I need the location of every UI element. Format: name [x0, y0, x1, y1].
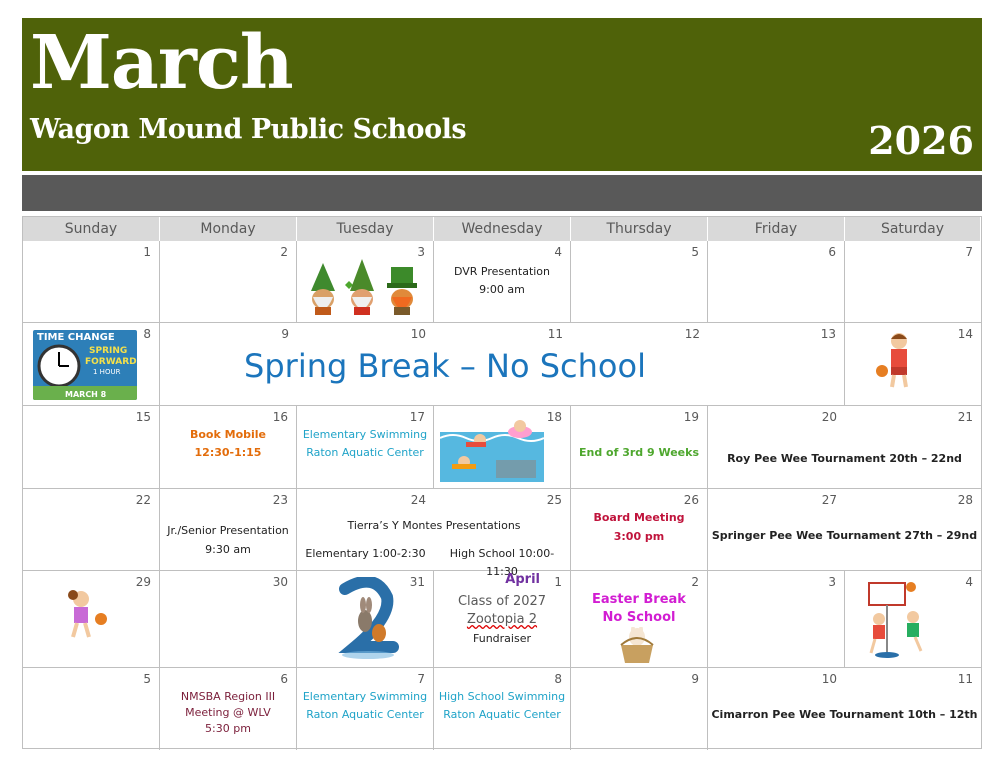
event-nmsba-line1: NMSBA Region III [180, 690, 276, 703]
day-cell[interactable] [23, 571, 160, 668]
day-number: 18 [546, 410, 562, 424]
event-no-school: No School [602, 610, 676, 625]
day-number: 2 [280, 245, 288, 259]
day-number: 6 [828, 245, 836, 259]
day-cell[interactable] [434, 406, 571, 489]
day-cell[interactable] [160, 571, 297, 668]
day-number: 7 [417, 672, 425, 686]
day-number: 27 [821, 493, 837, 507]
day-number: 10 [410, 327, 426, 341]
zootopia-2-icon [335, 577, 401, 663]
day-cell[interactable] [845, 406, 981, 489]
day-cell[interactable] [297, 668, 434, 750]
day-number: 11 [957, 672, 973, 686]
spring-label: SPRING [89, 346, 128, 356]
day-number: 12 [684, 327, 700, 341]
year-title: 2026 [868, 118, 974, 163]
swimmers-icon [440, 418, 544, 482]
day-cell[interactable] [297, 241, 434, 323]
event-elem-swimming: Elementary Swimming [302, 428, 428, 441]
event-hs-swimming: High School Swimming [438, 690, 566, 703]
day-cell[interactable] [23, 406, 160, 489]
month-title: March [30, 20, 293, 106]
day-cell[interactable] [434, 668, 571, 750]
event-zootopia: Zootopia 2 [466, 612, 538, 627]
day-number: 29 [135, 575, 151, 589]
time-change-graphic [33, 330, 137, 400]
day-number: 1 [143, 245, 151, 259]
event-nmsba-line3: 5:30 pm [205, 722, 251, 735]
day-cell[interactable] [160, 406, 297, 489]
day-number: 20 [821, 410, 837, 424]
day-number: 22 [135, 493, 151, 507]
dayhead-monday: Monday [160, 217, 297, 241]
dayhead-sunday: Sunday [23, 217, 160, 241]
day-number: 5 [143, 672, 151, 686]
day-cell[interactable] [160, 241, 297, 323]
day-cell[interactable] [708, 323, 845, 406]
day-number: 23 [272, 493, 288, 507]
day-cell[interactable] [297, 406, 434, 489]
day-cell[interactable] [297, 571, 434, 668]
school-name: Wagon Mound Public Schools [30, 114, 467, 145]
day-number: 8 [554, 672, 562, 686]
event-tierras-presentations: Tierra’s Y Montes Presentations [347, 519, 521, 532]
day-cell[interactable] [708, 241, 845, 323]
girl-basketball-icon [63, 589, 109, 643]
day-number: 4 [965, 575, 973, 589]
gray-band [22, 175, 982, 211]
march-8-label: MARCH 8 [65, 390, 107, 399]
day-number: 13 [820, 327, 836, 341]
event-board-time: 3:00 pm [613, 530, 665, 543]
dayhead-friday: Friday [708, 217, 845, 241]
clock-icon [37, 344, 81, 388]
event-nmsba-line2: Meeting @ WLV [185, 706, 271, 719]
event-raton-aquatic-3: Raton Aquatic Center [443, 708, 561, 721]
day-number: 30 [272, 575, 288, 589]
day-cell[interactable] [23, 489, 160, 571]
event-board-meeting: Board Meeting [593, 511, 685, 524]
day-cell[interactable] [845, 571, 981, 668]
event-raton-aquatic: Raton Aquatic Center [306, 446, 424, 459]
day-number: 5 [691, 245, 699, 259]
event-end-of-9-weeks: End of 3rd 9 Weeks [578, 446, 699, 459]
event-class-2027: Class of 2027 [457, 594, 547, 609]
day-cell[interactable] [571, 571, 708, 668]
easter-basket-icon [617, 627, 657, 665]
calendar-header [22, 18, 982, 171]
day-cell[interactable] [708, 571, 845, 668]
event-book-mobile: Book Mobile [189, 428, 267, 441]
day-number: 3 [417, 245, 425, 259]
day-number: 26 [683, 493, 699, 507]
day-number: 14 [957, 327, 973, 341]
day-cell[interactable] [434, 571, 571, 668]
day-cell[interactable] [23, 668, 160, 750]
day-number: 8 [143, 327, 151, 341]
day-number: 7 [965, 245, 973, 259]
day-cell[interactable] [434, 241, 571, 323]
day-number: 2 [691, 575, 699, 589]
day-number: 24 [410, 493, 426, 507]
event-tierras-elementary: Elementary 1:00-2:30 [305, 547, 426, 560]
day-cell[interactable] [845, 241, 981, 323]
dayhead-wednesday: Wednesday [434, 217, 571, 241]
event-elem-swimming-2: Elementary Swimming [302, 690, 428, 703]
day-number: 15 [135, 410, 151, 424]
event-roy-tournament: Roy Pee Wee Tournament 20th – 22nd [727, 452, 962, 465]
dayhead-thursday: Thursday [571, 217, 708, 241]
day-number: 25 [546, 493, 562, 507]
gnomes-icon [305, 259, 419, 317]
event-tierras-high-school: High School 10:00-11:30 [449, 547, 555, 578]
day-cell[interactable] [160, 668, 297, 750]
basketball-player-icon [875, 331, 919, 393]
day-cell[interactable] [845, 323, 981, 406]
day-number: 4 [554, 245, 562, 259]
spring-break-banner: Spring Break – No School [244, 347, 646, 385]
day-number: 28 [957, 493, 973, 507]
dayhead-saturday: Saturday [845, 217, 981, 241]
event-cimarron-tournament: Cimarron Pee Wee Tournament 10th – 12th [711, 708, 978, 721]
day-number: 9 [691, 672, 699, 686]
event-dvr-time: 9:00 am [479, 283, 525, 296]
day-cell[interactable] [571, 668, 708, 750]
dayhead-tuesday: Tuesday [297, 217, 434, 241]
event-dvr-title: DVR Presentation [453, 265, 551, 278]
event-easter-break: Easter Break [592, 592, 686, 607]
day-cell[interactable] [708, 406, 845, 489]
event-fundraiser: Fundraiser [473, 632, 531, 645]
day-cell[interactable] [23, 323, 160, 406]
day-number: 1 [554, 575, 562, 589]
april-label: April [505, 572, 540, 587]
time-change-label: TIME CHANGE [37, 332, 115, 343]
day-cell[interactable] [571, 489, 708, 571]
day-number: 17 [409, 410, 425, 424]
forward-label: FORWARD [85, 357, 137, 367]
day-number: 3 [828, 575, 836, 589]
one-hour-label: 1 HOUR [93, 368, 121, 376]
kids-basketball-icon [859, 579, 939, 661]
day-number: 31 [409, 575, 425, 589]
event-raton-aquatic-2: Raton Aquatic Center [306, 708, 424, 721]
event-book-mobile-time: 12:30-1:15 [194, 446, 262, 459]
day-number: 9 [281, 327, 289, 341]
day-number: 11 [547, 327, 563, 341]
event-springer-tournament: Springer Pee Wee Tournament 27th – 29nd [711, 529, 978, 542]
day-number: 19 [683, 410, 699, 424]
day-cell[interactable] [23, 241, 160, 323]
event-jr-sr-time: 9:30 am [205, 543, 251, 556]
day-cell[interactable] [160, 489, 297, 571]
day-number: 10 [821, 672, 837, 686]
day-number: 16 [272, 410, 288, 424]
day-number: 6 [280, 672, 288, 686]
event-jr-sr-presentation: Jr./Senior Presentation [167, 524, 289, 537]
day-cell[interactable] [571, 241, 708, 323]
day-cell[interactable] [571, 406, 708, 489]
day-number: 21 [957, 410, 973, 424]
calendar-grid [22, 216, 982, 749]
